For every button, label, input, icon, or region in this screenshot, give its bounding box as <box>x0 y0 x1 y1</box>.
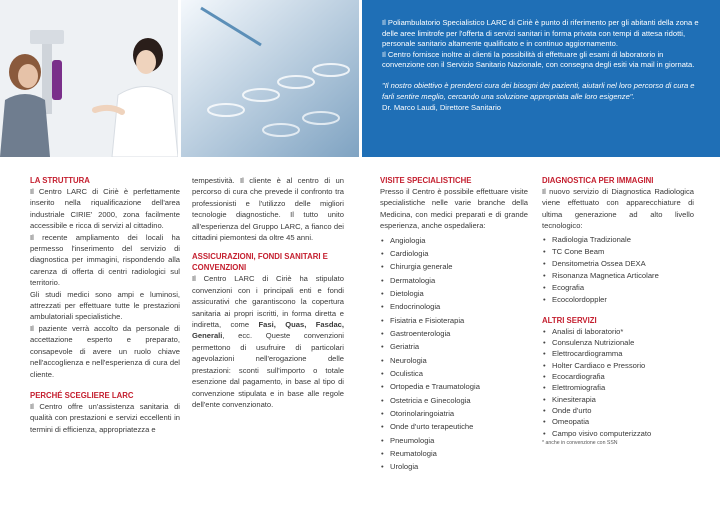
list-item: • Cardiologia <box>380 247 528 260</box>
list-item: • Omeopatia <box>542 416 694 427</box>
visite-list <box>380 234 528 474</box>
heading-assicurazioni: ASSICURAZIONI, FONDI SANITARI E CONVENZIONI <box>192 252 328 273</box>
list-item: • Otorinolaringoiatria <box>380 407 528 420</box>
list-item: • Ecocardiografia <box>542 371 694 382</box>
list-item: • Dietologia <box>380 287 528 300</box>
intro-panel <box>362 0 720 157</box>
list-item: • Ecocolordoppler <box>542 294 694 306</box>
list-item: • Densitometria Ossea DEXA <box>542 258 694 270</box>
director-quote: "Il nostro obiettivo è prenderci cura dei bisogni dei pazienti, aiutarli nel loro percorso di cura e farli sentire meglio, cercando una soluzione appropriata alle loro esigenze". <box>382 80 695 101</box>
dental-xray-illustration <box>0 0 178 157</box>
diagnostica-list <box>542 234 694 306</box>
heading-visite: VISITE SPECIALISTICHE <box>380 176 472 185</box>
heading-struttura: LA STRUTTURA <box>30 176 90 185</box>
photo-dental-imaging <box>0 0 178 157</box>
intro-paragraph-2: Il Centro fornisce inoltre ai clienti la possibilità di effettuare gli esami di laboratorio in convenzione con il Servizio Sanitario Nazionale, con consegna degli esiti via mail in giornata. <box>382 49 695 70</box>
list-item: • Kinesiterapia <box>542 394 694 405</box>
column-visite <box>380 175 528 474</box>
list-item: • Elettromiografia <box>542 382 694 393</box>
list-item: • Ortopedia e Traumatologia <box>380 380 528 393</box>
assicurazioni-text-after: , ecc. Queste convenzioni permettono di usufruire di particolari agevolazioni nell'erogazione delle prestazioni: sconti sull'importo o totale esenzione dal pagamento, in base al tipo di convenzione stipulata e in base alle regole dell'ente convenzionato. <box>192 331 344 409</box>
altri-servizi-list <box>542 326 694 439</box>
list-item: • Risonanza Magnetica Articolare <box>542 270 694 282</box>
heading-altri-servizi: ALTRI SERVIZI <box>542 315 597 325</box>
list-item: • Onde d'urto <box>542 405 694 416</box>
list-item: • Endocrinologia <box>380 300 528 313</box>
list-item: • Ostetricia e Ginecologia <box>380 394 528 407</box>
visite-intro: Presso il Centro è possibile effettuare visite specialistiche nelle varie branche della Medicina, con medici preparati e di grande esperienza, anche ospedaliera: <box>380 187 528 231</box>
list-item: • Geriatria <box>380 340 528 353</box>
list-item: • TC Cone Beam <box>542 246 694 258</box>
heading-perche: PERCHÉ SCEGLIERE LARC <box>30 390 134 400</box>
list-item: • Onde d'urto terapeutiche <box>380 420 528 433</box>
list-item: • Fisiatria e Fisioterapia <box>380 314 528 327</box>
column-diagnostica <box>542 175 694 447</box>
list-item: • Analisi di laboratorio* <box>542 326 694 337</box>
struttura-paragraph-2: Il recente ampliamento dei locali ha permesso l'inserimento del servizio di diagnostica per immagini, rispondendo alla carenza di offerta di centri radiologici sul territorio. <box>30 232 180 288</box>
struttura-paragraph-4: Il paziente verrà accolto da personale di accettazione esperto e preparato, consapevole di avere un ruolo chiave nell'accoglienza e nell'esperienza di cura del cliente. <box>30 323 180 379</box>
list-item: • Angiologia <box>380 234 528 247</box>
list-item: • Ecografia <box>542 282 694 294</box>
column-struttura <box>30 175 180 435</box>
struttura-paragraph-1: Il Centro LARC di Ciriè è perfettamente inserito nella riqualificazione dell'area industriale CIRIE' 2000, zona facilmente accessibile e ricca di servizi al cittadino. <box>30 187 180 231</box>
director-signature: Dr. Marco Laudi, Direttore Sanitario <box>382 103 502 113</box>
list-item: • Oculistica <box>380 367 528 380</box>
test-tubes-illustration <box>181 0 359 157</box>
column-assicurazioni <box>192 175 344 410</box>
diagnostica-intro: Il nuovo servizio di Diagnostica Radiologica viene effettuato con apparecchiature di ultima generazione ad alto livello tecnologico: <box>542 187 694 231</box>
struttura-paragraph-3: Gli studi medici sono ampi e luminosi, attrezzati per effettuare tutte le prestazioni ambulatoriali specialistiche. <box>30 289 180 322</box>
list-item: • Chirurgia generale <box>380 260 528 273</box>
intro-paragraph-1: Il Poliambulatorio Specialistico LARC di Ciriè è punto di riferimento per gli abitanti della zona e delle aree limitrofe per l'offerta di servizi sanitari in forma privata con tempi di attesa ridotti, personale sanitario altamente qualificato e in continuo aggiornamento. <box>382 18 699 49</box>
list-item: • Radiologia Tradizionale <box>542 234 694 246</box>
list-item: • Urologia <box>380 460 528 473</box>
list-item: • Holter Cardiaco e Pressorio <box>542 360 694 371</box>
assicurazioni-paragraph <box>192 273 344 410</box>
list-item: • Dermatologia <box>380 274 528 287</box>
list-item: • Consulenza Nutrizionale <box>542 337 694 348</box>
photo-test-tubes <box>181 0 359 157</box>
list-item: • Pneumologia <box>380 434 528 447</box>
list-item: • Campo visivo computerizzato <box>542 428 694 439</box>
list-item: • Neurologia <box>380 354 528 367</box>
footnote-ssn: * anche in convenzione con SSN <box>542 440 618 447</box>
list-item: • Reumatologia <box>380 447 528 460</box>
heading-diagnostica: DIAGNOSTICA PER IMMAGINI <box>542 176 654 185</box>
list-item: • Elettrocardiogramma <box>542 348 694 359</box>
perche-paragraph-continued: tempestività. Il cliente è al centro di un percorso di cura che prevede il confronto tra professionisti e l'utilizzo delle migliori tecnologie diagnostiche. Il tutto unito all'esperienza del Gruppo LARC, a fianco dei cittadini piemontesi da oltre 45 anni. <box>192 176 344 243</box>
assicurazioni-text-before: Il Centro LARC di Ciriè ha stipulato convenzioni con i principali enti e fondi assicurativi che garantiscono la copertura sanitaria ai propri iscritti, in forma diretta e indiretta, come <box>192 274 344 330</box>
perche-paragraph: Il Centro offre un'assistenza sanitaria di qualità con prestazioni e servizi eccellenti in termini di efficienza, appropriatezza e <box>30 401 180 434</box>
insurance-brands: Fasi, Quas, Fasdac, Generali <box>192 320 345 341</box>
list-item: • Gastroenterologia <box>380 327 528 340</box>
